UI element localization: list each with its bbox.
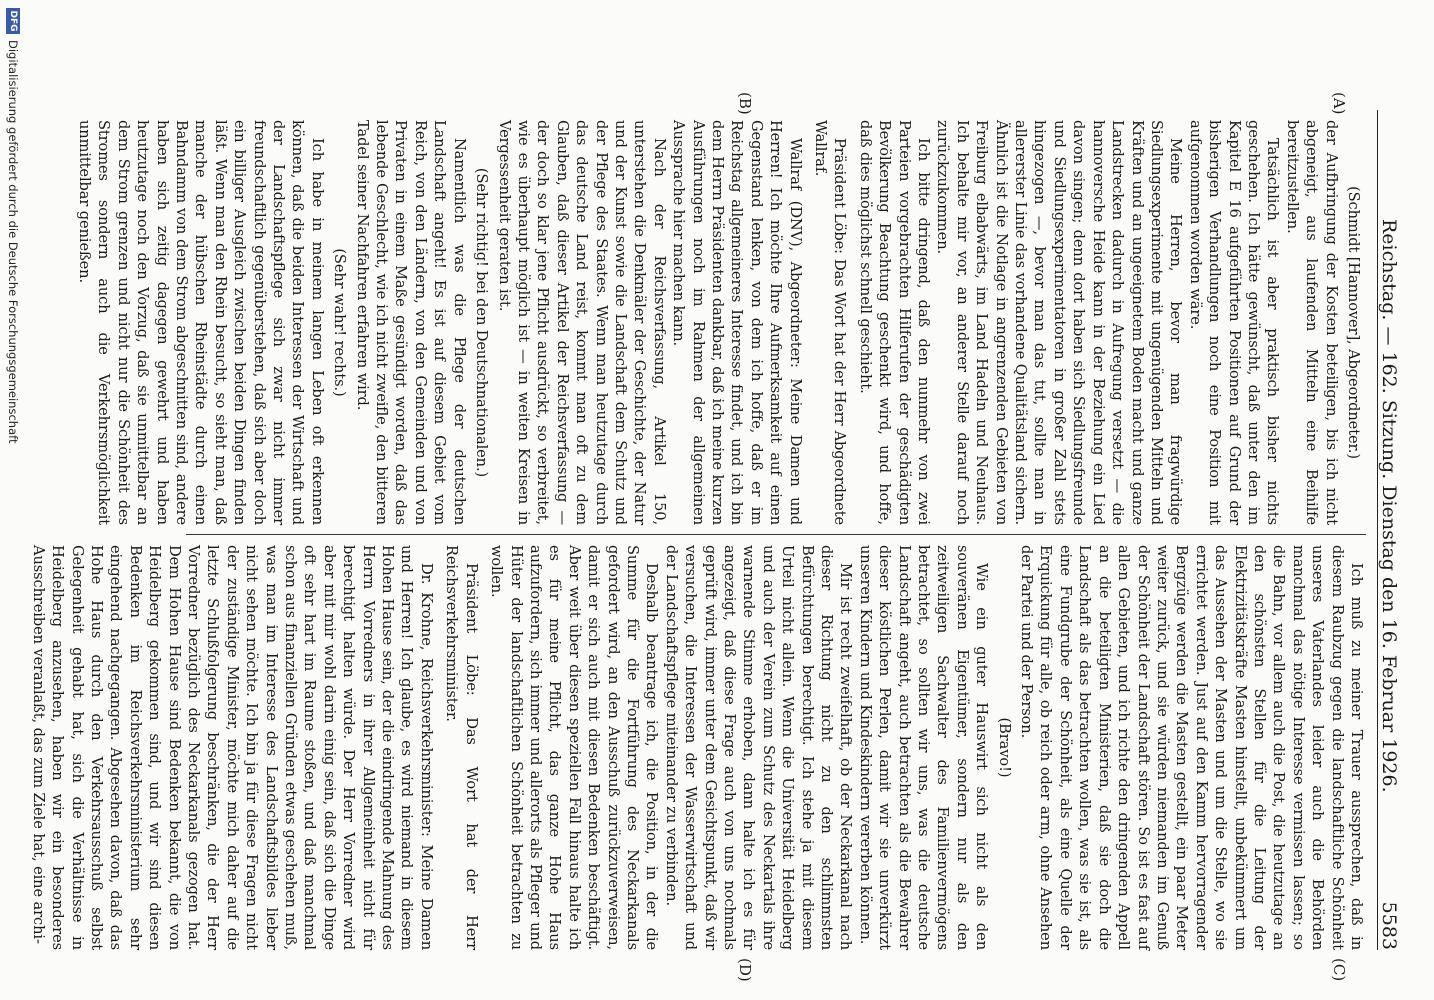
paragraph-president: Präsident Löbe: Das Wort hat der Herr Reichsverkehrsminister.: [443, 545, 480, 950]
paragraph-president: Präsident Löbe: Das Wort hat der Herr Abgeordnete Wallraf.: [812, 120, 849, 525]
paragraph: Ich habe in meinem langen Leben oft erkennen können, daß die beiden Interessen der Wirtschaft und der Landschaftspflege sich zwar nicht immer freundschaftlich gegenüberstehen, daß sich aber doch ein billiger Ausgleich zwischen beiden Dingen finden läßt. Wenn man den Rhein besucht, so sieht man, daß manche der hübschen Rheinstädte durch einen Bahndamm von dem Strom abgeschnitten sind, andere haben sich zeitig dagegen gewehrt und haben heutzutage noch den Vorzug, daß sie unmittelbar an dem Strom grenzen und nicht nur die Schönheit des Stromes sondern auch die Verkehrsmöglichkeit unmittelbar genießen.: [76, 120, 326, 525]
digitization-footer: [0, 0, 26, 1000]
margin-marker-a: (A): [1330, 92, 1348, 115]
footer-text: Digitalisierung gefördert durch die Deutsche Forschungsgemeinschaft: [6, 40, 20, 444]
paragraph: Ich muß zu meiner Trauer aussprechen, daß in diesem Raubzug gegen die landschaftliche Schönheit unseres Vaterlandes leider auch die Behörden manchmal das nötige Interesse vermissen lassen; so die Bahn, vor allem auch die Post, die heutzutage an den schönsten Stellen für die Leitung der Elektrizitätskräfte Masten hinstellt, unbekümmert um das Aussehen der Masten und um die Stelle, wo sie errichtet werden. Just auf den Kamm hervorragender Bergzüge werden die Masten gestellt, ein paar Meter weiter zurück, und sie würden niemanden im Genuß der Schönheit der Landschaft stören. So ist es fast auf allen Gebieten, und ich richte den dringenden Appell an die beteiligten Ministerien, daß sie doch die Landschaft als das betrachten wollen, was sie ist, als eine Fundgrube der Schönheit, als eine Quelle der Erquickung für alle, ob reich oder arm, ohne Ansehen der Partei und der Person.: [1018, 545, 1365, 950]
column-divider: [186, 534, 1366, 535]
page-header: [1377, 110, 1412, 950]
paragraph: Mir ist recht zweifelhaft, ob der Neckarkanal nach dieser Richtung nicht zu den schlimmsten Befürchtungen berechtigt. Ich stehe ja mit diesem Urteil nicht allein. Wenn die Universität Heidelberg und auch der Verein zum Schutz des Neckartals ihre warnende Stimme erhoben, dann halte ich es für angezeigt, daß diese Frage auch von uns nochmals geprüft wird, immer unter dem Gesichtspunkt, daß wir versuchen, die Interessen der Wasserwirtschaft und der Landschaftspflege miteinander zu verbinden.: [662, 545, 855, 950]
paragraph: Meine Herren, bevor man fragwürdige Siedlungsexperimente mit ungenügenden Mitteln und Kräften und an ungeeignetem Boden macht und ganze Landstrecken dadurch in Aufregung versetzt — die hannoversche Heide kann in der Beziehung ein Lied davon singen; denn dort haben sich Siedlungsfreunde und Siedlungsexperimentatoren in großer Zahl stets hingezogen —, bevor man das tut, sollte man in allererster Linie das vorhandene Qualitätsland sichern. Ähnlich ist die Notlage in angrenzenden Gebieten von Freiburg elbabwärts, im Land Hadeln und Neuhaus. Ich behalte mir vor, an anderer Stelle darauf noch zurückzukommen.: [934, 120, 1185, 525]
dfg-logo: DFG: [6, 8, 20, 34]
header-title: Reichstag. — 162. Sitzung. Dienstag den 16. Februar 1926.: [1378, 218, 1400, 793]
page-number: 5583: [1378, 901, 1400, 950]
paragraph: Tatsächlich ist aber praktisch bisher nichts geschehen. Ich hätte gewünscht, daß unter den im Kapitel E 16 aufgeführten Positionen auf Grund der bisherigen Verhandlungen noch eine Position mit aufgenommen worden wäre.: [1186, 120, 1282, 525]
speaker-line: (Schmidt [Hannover], Abgeordneter.): [1345, 186, 1362, 459]
interjection: (Sehr wahr! rechts.): [331, 248, 349, 397]
paragraph: der Aufbringung der Kosten beteiligen, bis ich nicht abgeneigt, aus laufenden Mitteln eine Beihilfe bereitzustellen.: [1283, 120, 1340, 525]
interjection: (Sehr richtig! bei den Deutschnationalen.): [473, 167, 491, 478]
paragraph: Wie ein guter Hauswirt sich nicht als den souveränen Eigentümer, sondern nur als den zeitweiligen Sachwalter des Familienvermögens betrachtet, so sollten wir uns, was die deutsche Landschaft angeht, auch betrachten als die Bewahrer dieser köstlichen Perlen, damit wir sie unverkürzt unseren Kindern und Kindeskindern vererben können.: [856, 545, 991, 950]
paragraph-speaker: Dr. Krohne, Reichsverkehrsminister: Meine Damen und Herren! Ich glaube, es wird niemand in diesem Hohen Hause sein, der die eindringende Mahnung des Herrn Vorredners in ihrer Allgemeinheit nicht für berechtigt halten würde. Der Herr Vorredner wird aber mit mir wohl darin einig sein, daß sich die Dinge oft sehr hart im Raume stoßen, und daß manchmal schon aus finanziellen Gründen etwas geschehen muß, was man im Interesse des Landschaftsbildes lieber nicht sehen möchte. Ich bin ja für diese Fragen nicht der zuständige Minister, möchte mich daher auf die letzte Schlußfolgerung beschränken, die der Herr Vorredner bezüglich des Neckarkanals gezogen hat. Dem Hohen Hause sind Bedenken bekannt, die von Heidelberg gekommen sind, und wir sind diesen Bedenken im Reichsverkehrsministerium sehr eingehend nachgegangen. Abgesehen davon, daß das Hohe Haus durch den Verkehrsausschuß selbst Gelegenheit gehabt hat, sich die Verhältnisse in Heidelberg anzusehen, haben wir ein besonderes Ausschreiben veranlaßt, das zum Ziele hat, eine archi-: [29, 545, 435, 950]
paragraph: Ich bitte dringend, daß den nunmehr von zwei Parteien vorgebrachten Hilferufen der geschädigten Bevölkerung Beachtung geschenkt wird, und hoffe, daß dies möglichst schnell geschieht.: [856, 120, 933, 525]
paragraph: Namentlich was die Pflege der deutschen Landschaft angeht! Es ist auf diesem Gebiet vom Reich, von den Ländern, von den Gemeinden und von Privaten in einem Maße gesündigt worden, daß das lebende Geschlecht, wie ich nicht zweifle, den bitteren Tadel seiner Nachfahren erfahren wird.: [353, 120, 468, 525]
paragraph: Nach der Reichsverfassung, Artikel 150, unterstehen die Denkmäler der Geschichte, der Natur und der Kunst sowie die Landschaft dem Schutz und der Pflege des Staates. Wenn man heutzutage durch das deutsche Land reist, kommt man oft zu dem Glauben, daß dieser Artikel der Reichsverfassung — der doch so klar jene Pflicht ausdrückt, so verbreitet, wie es überhaupt möglich ist — in weiten Kreisen in Vergessenheit geraten ist.: [495, 120, 668, 525]
paragraph-speaker: Wallraf (DNV), Abgeordneter: Meine Damen und Herren! Ich möchte Ihre Aufmerksamkeit auf einen Gegenstand lenken, von dem ich hoffe, daß er im Reichstag allgemeineres Interesse findet, und ich bin dem Herrn Präsidenten dankbar, daß ich meine kurzen Ausführungen noch im Rahmen der allgemeinen Aussprache hier machen kann.: [670, 120, 804, 525]
left-column: [76, 120, 1366, 525]
interjection: (Bravo!): [995, 717, 1013, 778]
margin-marker-b: (B): [736, 92, 754, 115]
margin-marker-d: (D): [736, 958, 754, 982]
margin-marker-c: (C): [1330, 958, 1348, 982]
paragraph: Deshalb beantrage ich, die Position, in der die Summe für die Fortführung des Neckarkanals gefordert wird, an den Ausschuß zurückzuverweisen, damit er sich auch mit diesen Bedenken beschäftigt. Aber weit über diesen speziellen Fall hinaus halte ich es für meine Pflicht, das ganze Hohe Haus aufzufordern, sich immer und allerorts als Pfleger und Hüter der landschaftlichen Schönheit betrachten zu wollen.: [488, 545, 661, 950]
right-column: [29, 545, 1366, 950]
